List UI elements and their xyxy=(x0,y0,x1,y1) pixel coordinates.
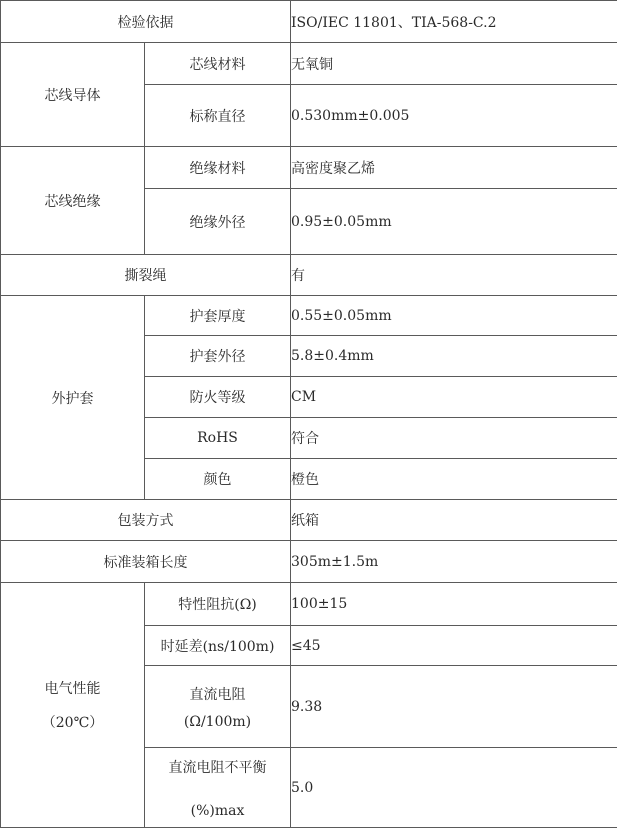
insulation-material-label: 绝缘材料 xyxy=(145,147,291,189)
delay-skew-value: ≤45 xyxy=(291,626,617,666)
insulation-diameter-value: 0.95±0.05mm xyxy=(291,189,617,255)
dc-resistance-label-line1: 直流电阻 xyxy=(145,684,290,704)
table-row xyxy=(1,500,617,541)
conductor-material-label: 芯线材料 xyxy=(145,43,291,85)
packaging-value: 纸箱 xyxy=(291,500,617,541)
fire-rating-label: 防火等级 xyxy=(145,377,291,418)
impedance-label: 特性阻抗(Ω) xyxy=(145,583,291,626)
conductor-group-label: 芯线导体 xyxy=(1,43,145,147)
ripcord-value: 有 xyxy=(291,255,617,296)
impedance-value: 100±15 xyxy=(291,583,617,626)
conductor-material-value: 无氧铜 xyxy=(291,43,617,85)
table-row xyxy=(1,1,617,43)
table-row xyxy=(1,296,617,336)
conductor-diameter-value: 0.530mm±0.005 xyxy=(291,85,617,147)
electrical-group-label xyxy=(1,583,145,828)
color-label: 颜色 xyxy=(145,459,291,500)
table-row xyxy=(1,541,617,583)
dc-resistance-value: 9.38 xyxy=(291,666,617,748)
jacket-diameter-value: 5.8±0.4mm xyxy=(291,336,617,377)
conductor-diameter-label: 标称直径 xyxy=(145,85,291,147)
basis-value: ISO/IEC 11801、TIA-568-C.2 xyxy=(291,1,617,43)
table-row xyxy=(1,255,617,296)
dc-unbalance-label-line1: 直流电阻不平衡 xyxy=(145,757,290,777)
basis-label: 检验依据 xyxy=(1,1,291,43)
dc-resistance-label xyxy=(145,666,291,748)
rohs-value: 符合 xyxy=(291,418,617,459)
insulation-group-label: 芯线绝缘 xyxy=(1,147,145,255)
dc-unbalance-label-line2: (%)max xyxy=(145,803,290,819)
jacket-thickness-value: 0.55±0.05mm xyxy=(291,296,617,336)
insulation-material-value: 高密度聚乙烯 xyxy=(291,147,617,189)
jacket-group-label: 外护套 xyxy=(1,296,145,500)
dc-unbalance-value: 5.0 xyxy=(291,748,617,828)
rohs-label: RoHS xyxy=(145,418,291,459)
table-row xyxy=(1,43,617,85)
ripcord-label: 撕裂绳 xyxy=(1,255,291,296)
jacket-diameter-label: 护套外径 xyxy=(145,336,291,377)
dc-resistance-label-line2: (Ω/100m) xyxy=(145,714,290,730)
jacket-thickness-label: 护套厚度 xyxy=(145,296,291,336)
table-row xyxy=(1,147,617,189)
electrical-group-line1: 电气性能 xyxy=(1,678,144,698)
packaging-label: 包装方式 xyxy=(1,500,291,541)
color-value: 橙色 xyxy=(291,459,617,500)
table-row xyxy=(1,583,617,626)
box-length-value: 305m±1.5m xyxy=(291,541,617,583)
box-length-label: 标准装箱长度 xyxy=(1,541,291,583)
electrical-group-line2: （20℃） xyxy=(1,712,144,732)
delay-skew-label: 时延差(ns/100m) xyxy=(145,626,291,666)
dc-unbalance-label xyxy=(145,748,291,828)
fire-rating-value: CM xyxy=(291,377,617,418)
insulation-diameter-label: 绝缘外径 xyxy=(145,189,291,255)
